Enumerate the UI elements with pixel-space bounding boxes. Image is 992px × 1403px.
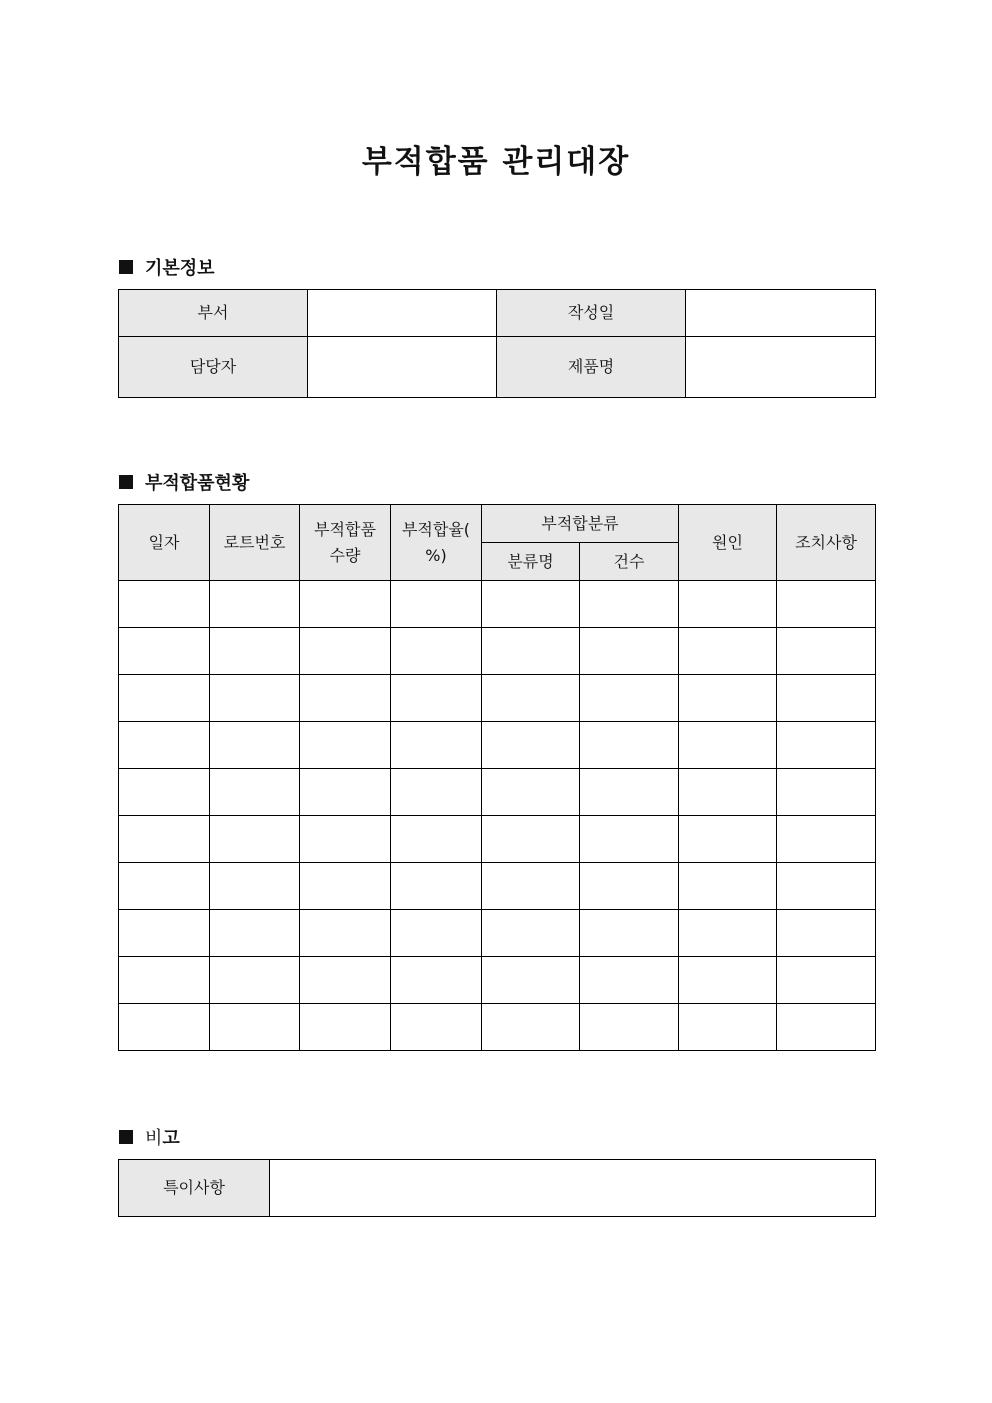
table-cell[interactable] [580,675,679,722]
table-cell[interactable] [210,675,300,722]
table-cell[interactable] [777,1004,876,1051]
table-cell[interactable] [679,722,777,769]
manager-field[interactable] [308,337,497,398]
table-cell[interactable] [482,769,580,816]
remarks-table [118,1159,876,1217]
table-cell[interactable] [679,581,777,628]
table-cell[interactable] [391,957,482,1004]
table-cell[interactable] [210,581,300,628]
table-cell[interactable] [119,863,210,910]
table-cell[interactable] [391,816,482,863]
dept-field[interactable] [308,290,497,337]
col-header-rate-line1: 부적합율( [401,519,471,539]
table-row [119,769,876,816]
special-notes-field[interactable] [270,1160,876,1217]
table-row [119,863,876,910]
table-cell[interactable] [300,910,391,957]
col-header-date: 일자 [119,505,210,581]
table-cell[interactable] [391,628,482,675]
black-square-icon [119,1130,133,1144]
product-label: 제품명 [497,337,686,398]
table-cell[interactable] [777,628,876,675]
col-header-rate-line2: %) [425,545,447,565]
date-field[interactable] [686,290,876,337]
col-header-qty-line1: 부적합품 [314,519,376,539]
table-cell[interactable] [580,1004,679,1051]
table-cell[interactable] [300,675,391,722]
table-cell[interactable] [580,581,679,628]
table-cell[interactable] [580,769,679,816]
section-heading-label: 기본정보 [145,258,215,279]
table-cell[interactable] [119,581,210,628]
table-cell[interactable] [482,816,580,863]
col-header-action: 조치사항 [777,505,876,581]
table-cell[interactable] [210,628,300,675]
table-cell[interactable] [482,863,580,910]
table-cell[interactable] [482,581,580,628]
table-cell[interactable] [210,863,300,910]
table-cell[interactable] [391,722,482,769]
table-cell[interactable] [300,581,391,628]
black-square-icon [119,260,133,274]
table-cell[interactable] [119,628,210,675]
col-header-qty [300,505,391,581]
section-heading-label: 부적합품현황 [145,473,250,494]
col-header-class-name: 분류명 [482,543,580,581]
section-heading-basic-info [119,254,215,280]
table-cell[interactable] [777,863,876,910]
table-cell[interactable] [391,675,482,722]
table-cell[interactable] [679,957,777,1004]
col-header-rate [391,505,482,581]
table-cell[interactable] [119,957,210,1004]
table-cell[interactable] [482,1004,580,1051]
table-cell[interactable] [580,816,679,863]
table-cell[interactable] [482,628,580,675]
table-cell[interactable] [679,769,777,816]
col-header-lot: 로트번호 [210,505,300,581]
table-cell[interactable] [210,722,300,769]
table-cell[interactable] [679,628,777,675]
section-heading-label-part1: 비 [145,1128,163,1149]
table-cell[interactable] [391,581,482,628]
special-notes-label: 특이사항 [119,1160,270,1217]
col-header-cause: 원인 [679,505,777,581]
table-cell[interactable] [777,675,876,722]
col-header-count: 건수 [580,543,679,581]
table-cell[interactable] [210,1004,300,1051]
table-cell[interactable] [300,816,391,863]
table-cell[interactable] [300,957,391,1004]
table-cell[interactable] [391,769,482,816]
table-cell[interactable] [300,769,391,816]
product-field[interactable] [686,337,876,398]
col-header-qty-line2: 수량 [329,545,361,565]
table-row [119,722,876,769]
table-cell[interactable] [210,816,300,863]
table-cell[interactable] [482,957,580,1004]
table-cell[interactable] [777,816,876,863]
table-cell[interactable] [777,722,876,769]
table-row [119,910,876,957]
table-cell[interactable] [679,816,777,863]
table-cell[interactable] [580,722,679,769]
section-heading-remarks [119,1124,180,1150]
table-cell[interactable] [210,957,300,1004]
table-cell[interactable] [580,910,679,957]
table-cell[interactable] [482,722,580,769]
table-cell[interactable] [300,863,391,910]
table-cell[interactable] [119,910,210,957]
section-heading-label-part2: 고 [162,1128,180,1149]
black-square-icon [119,475,133,489]
table-cell[interactable] [482,910,580,957]
table-cell[interactable] [679,863,777,910]
table-cell[interactable] [210,910,300,957]
table-cell[interactable] [300,722,391,769]
table-row [119,581,876,628]
page-title: 부적합품 관리대장 [361,144,631,180]
status-table [118,504,876,1051]
table-cell[interactable] [391,863,482,910]
dept-label: 부서 [119,290,308,337]
table-cell[interactable] [580,628,679,675]
table-cell[interactable] [777,957,876,1004]
table-row [119,816,876,863]
date-label: 작성일 [497,290,686,337]
table-cell[interactable] [391,910,482,957]
status-table-body [119,581,876,1051]
table-cell[interactable] [391,1004,482,1051]
table-row [119,1004,876,1051]
table-cell[interactable] [119,722,210,769]
table-cell[interactable] [679,675,777,722]
table-cell[interactable] [679,1004,777,1051]
table-cell[interactable] [482,675,580,722]
table-cell[interactable] [119,769,210,816]
basic-info-table [118,289,876,398]
table-cell[interactable] [580,957,679,1004]
table-cell[interactable] [679,910,777,957]
table-cell[interactable] [580,863,679,910]
table-cell[interactable] [300,1004,391,1051]
table-row [119,675,876,722]
table-cell[interactable] [777,910,876,957]
table-row [119,628,876,675]
table-row [119,957,876,1004]
table-cell[interactable] [777,769,876,816]
section-heading-status [119,469,249,495]
table-cell[interactable] [119,816,210,863]
table-cell[interactable] [777,581,876,628]
table-cell[interactable] [119,675,210,722]
table-cell[interactable] [300,628,391,675]
table-cell[interactable] [119,1004,210,1051]
table-cell[interactable] [210,769,300,816]
manager-label: 담당자 [119,337,308,398]
col-header-classification: 부적합분류 [482,505,679,543]
